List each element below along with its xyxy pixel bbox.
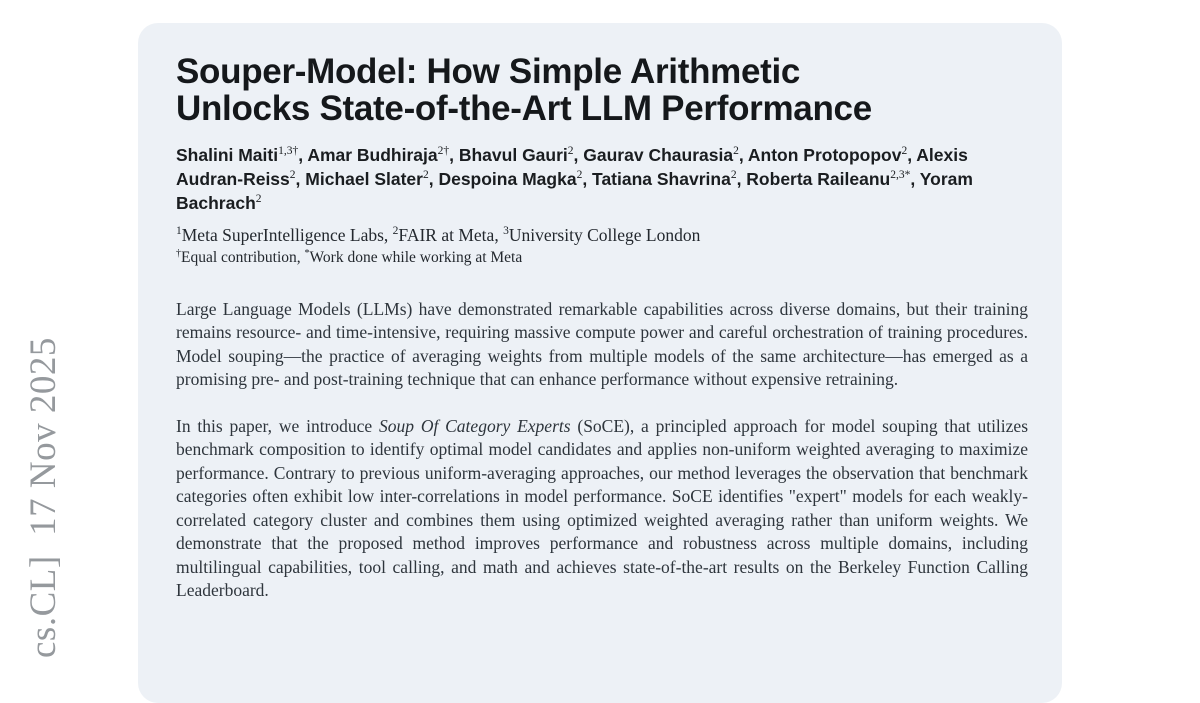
affiliation	[503, 225, 700, 245]
author-separator: ,	[582, 169, 593, 190]
paper-card	[138, 23, 1062, 703]
author-superscript: 2	[422, 169, 429, 182]
footnote-superscript: *	[304, 248, 310, 260]
author-separator: ,	[449, 144, 459, 165]
footnote-text: Equal contribution,	[181, 249, 305, 267]
footnote	[305, 249, 523, 266]
author-superscript: 2,3*	[890, 169, 911, 182]
author-name: Anton Protopopov	[747, 144, 902, 165]
author-separator: ,	[428, 169, 439, 190]
author-name: Shalini Maiti	[176, 144, 279, 165]
abstract-text: Large Language Models (LLMs) have demonstrated remarkable capabilities across diverse domains, but their training remains resource- and time-intensive, requiring massive compute power and careful orchestration of training procedures. Model souping—the practice of averaging weights from multiple models of the same architecture—has emerged as a promising pre- and post-training technique that can enhance performance without expensive retraining.	[176, 298, 1028, 390]
author-name: Roberta Raileanu	[746, 169, 891, 190]
author-list	[176, 143, 1028, 215]
author-separator: ,	[295, 169, 306, 190]
author-superscript: 2	[567, 145, 574, 158]
footnote-line	[176, 248, 1028, 267]
author-separator: ,	[298, 144, 308, 165]
abstract	[176, 298, 1028, 603]
author-superscript: 2	[255, 193, 262, 206]
author-separator: ,	[910, 169, 920, 190]
author-superscript: 2	[289, 169, 296, 182]
author	[176, 145, 307, 165]
footnote-superscript: †	[176, 248, 181, 260]
author	[583, 145, 748, 165]
author-name: Amar Budhiraja	[307, 144, 438, 165]
title-line-2: Unlocks State-of-the-Art LLM Performance	[176, 89, 872, 129]
author	[305, 169, 438, 189]
abstract-paragraph	[176, 298, 1028, 392]
author	[748, 145, 916, 165]
affiliation-superscript: 1	[176, 225, 182, 238]
author-name: Alexis Audran-Reiss	[176, 144, 968, 190]
author-superscript: 2	[730, 169, 737, 182]
author-separator: ,	[736, 169, 747, 190]
author	[592, 169, 746, 189]
affiliation-text: FAIR at Meta,	[398, 225, 504, 246]
author-superscript: 2	[576, 169, 583, 182]
author-separator: ,	[573, 144, 584, 165]
author-name: Michael Slater	[305, 169, 423, 190]
author-separator: ,	[907, 144, 917, 165]
affiliation-line	[176, 225, 1028, 247]
abstract-italic-phrase: Soup Of Category Experts	[379, 415, 571, 436]
author-name: Gaurav Chaurasia	[583, 144, 734, 165]
abstract-paragraph	[176, 415, 1028, 603]
author-superscript: 2	[733, 145, 739, 158]
author-superscript: 2	[901, 145, 908, 158]
affiliation-superscript: 3	[503, 225, 509, 238]
affiliation-text: University College London	[508, 225, 701, 246]
arxiv-margin-stamp: cs.CL] 17 Nov 2025	[23, 337, 64, 658]
affiliation	[176, 225, 393, 245]
title-line-1: Souper-Model: How Simple Arithmetic	[176, 52, 801, 91]
author-separator: ,	[738, 144, 748, 165]
affiliation-text: Meta SuperIntelligence Labs,	[181, 225, 393, 246]
abstract-text: In this paper, we introduce	[176, 415, 379, 436]
footnote	[176, 249, 305, 266]
paper-title	[176, 53, 1028, 128]
author-superscript: 1,3†	[278, 145, 299, 158]
author-name: Yoram Bachrach	[176, 169, 973, 214]
author-superscript: 2†	[437, 145, 450, 158]
affiliation	[393, 225, 503, 245]
affiliation-superscript: 2	[392, 225, 399, 238]
author-name: Tatiana Shavrina	[592, 169, 731, 190]
author-name: Bhavul Gauri	[458, 144, 568, 165]
author	[459, 145, 583, 165]
author	[746, 169, 919, 189]
author	[307, 145, 459, 165]
footnote-text: Work done while working at Meta	[309, 249, 523, 267]
author	[438, 169, 592, 189]
author-name: Despoina Magka	[438, 169, 577, 190]
abstract-text: (SoCE), a principled approach for model souping that utilizes benchmark composition to identify optimal model candidates and applies non-uniform weighted averaging to maximize performance. Contrary to previous uniform-averaging approaches, our method leverages the observation that benchmark categories often exhibit low inter-correlations in model performance. SoCE identifies "expert" models for each weakly-correlated category cluster and combines them using optimized weighted averaging rather than uniform weights. We demonstrate that the proposed method improves performance and robustness across multiple domains, including multilingual capabilities, tool calling, and math and achieves state-of-the-art results on the Berkeley Function Calling Leaderboard.	[176, 415, 1028, 601]
